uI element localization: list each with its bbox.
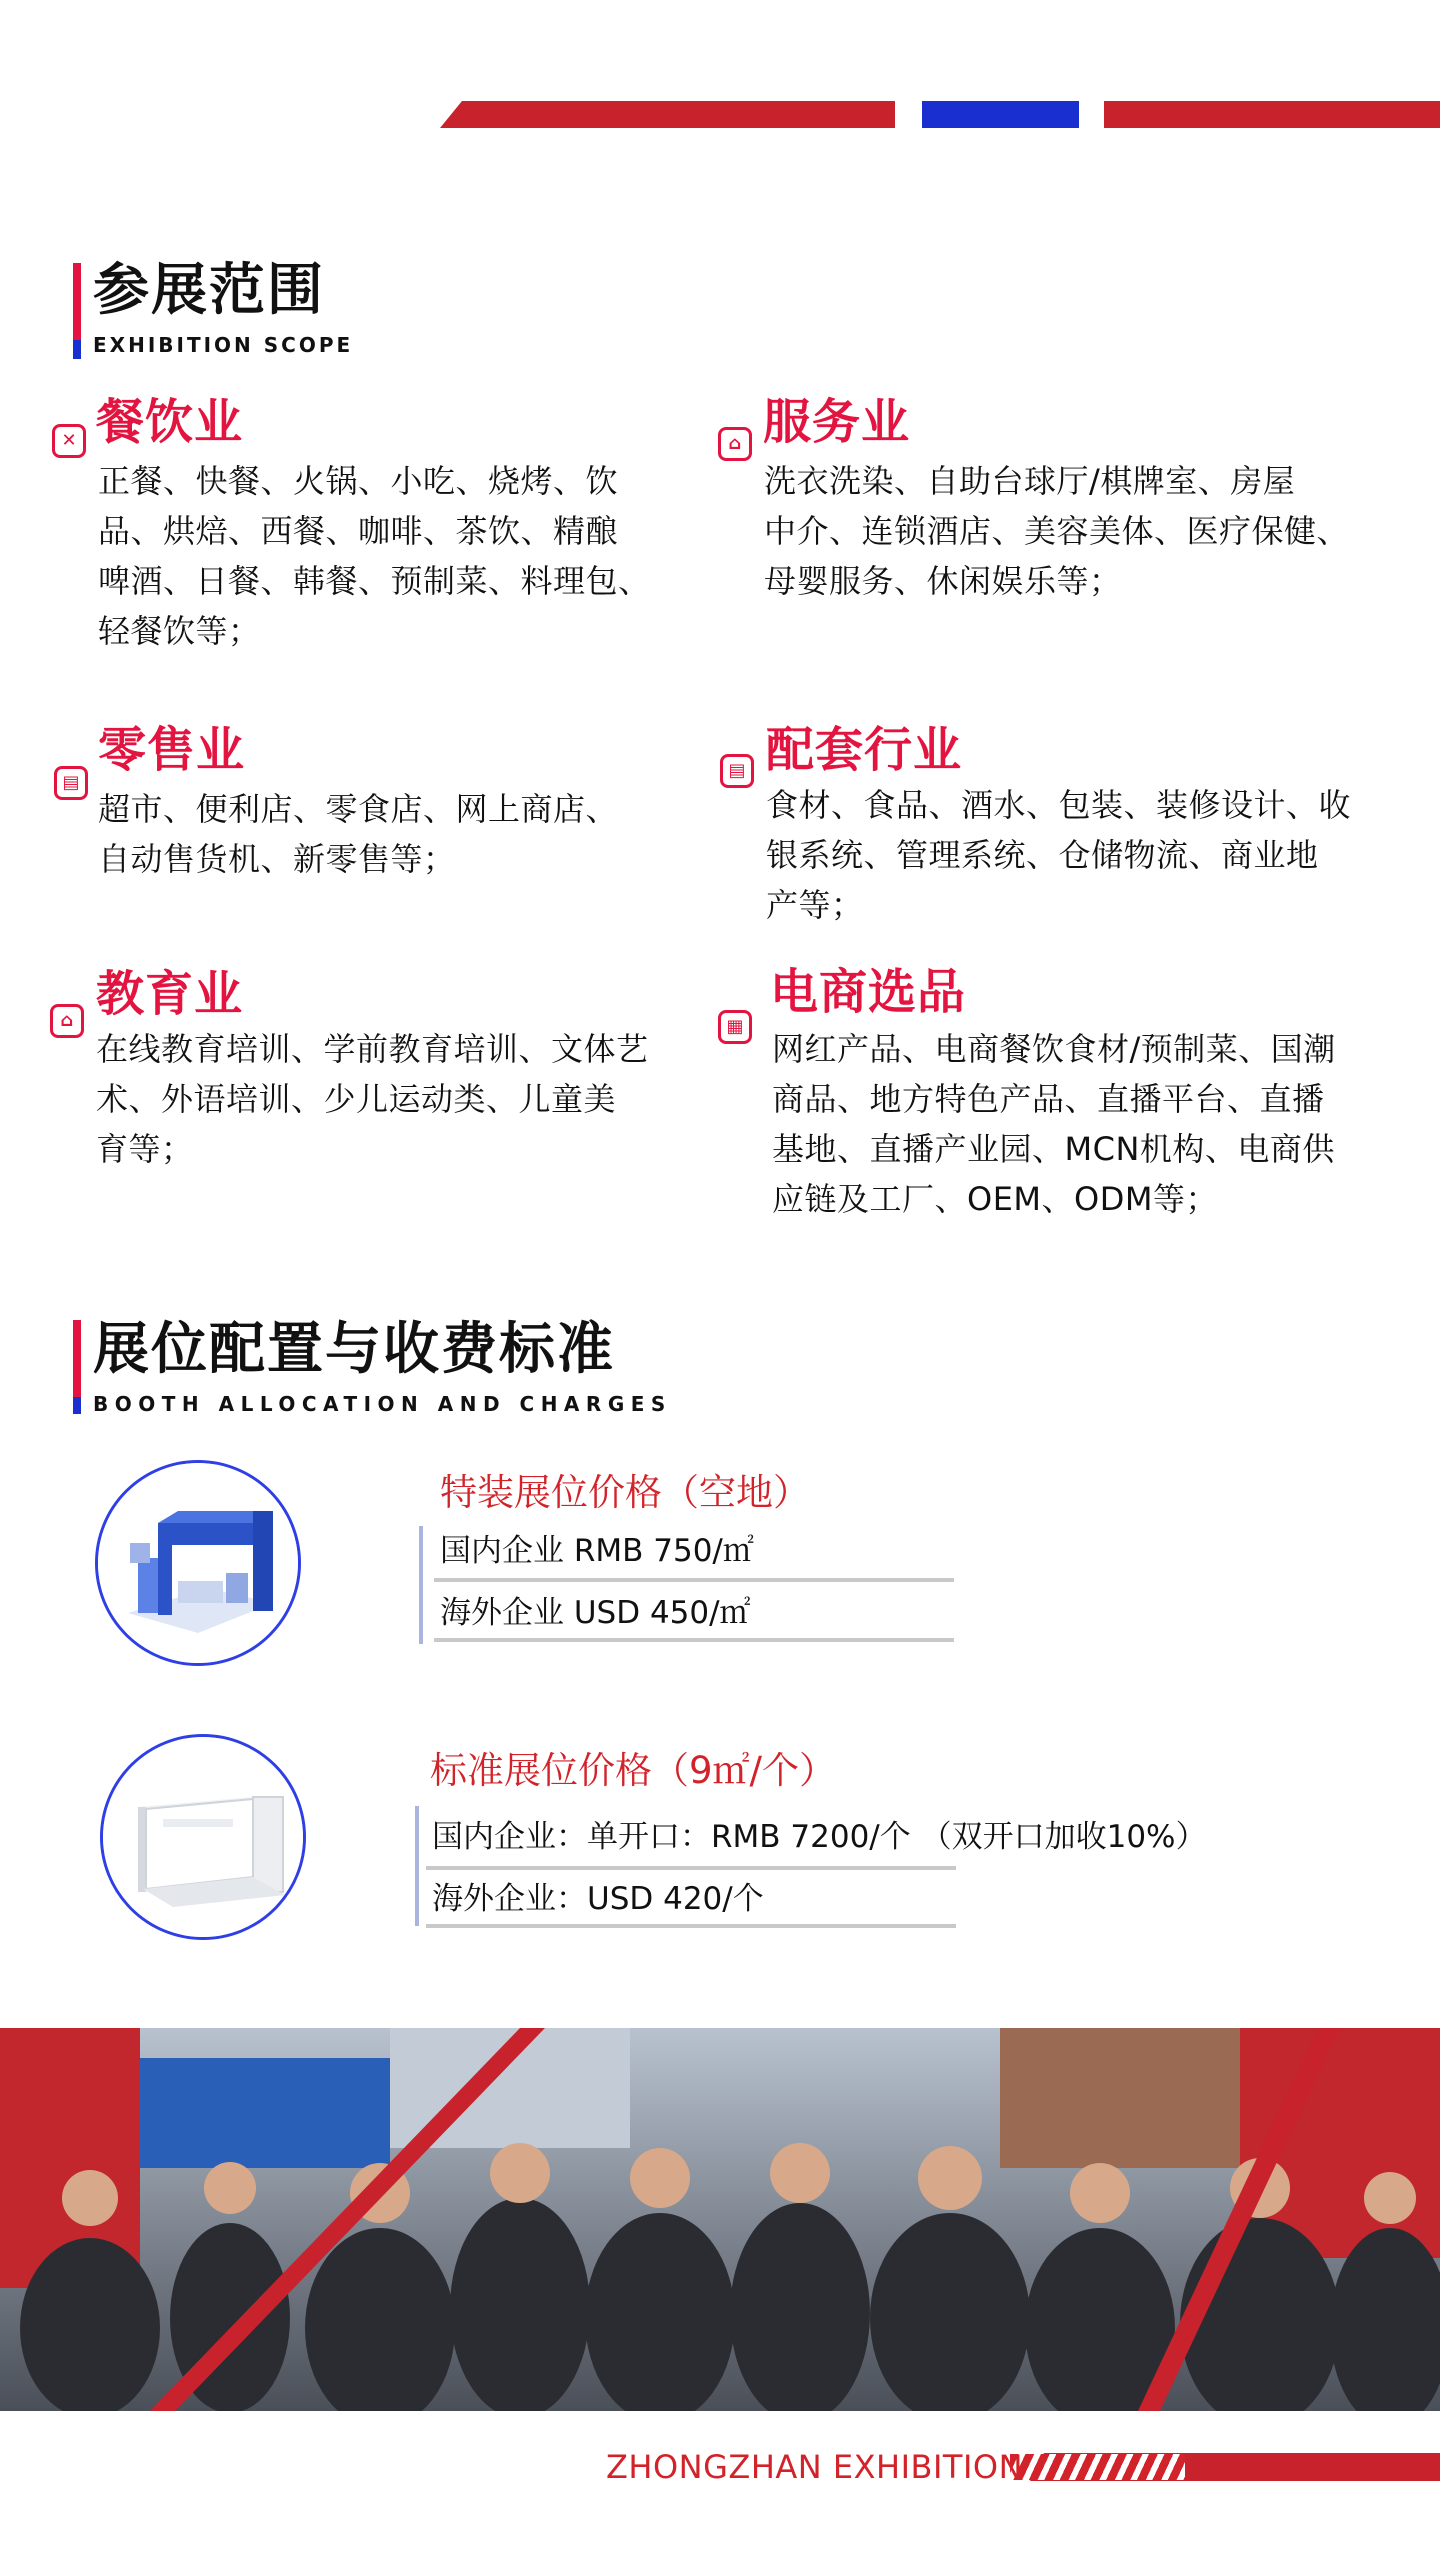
category-ecommerce	[718, 1010, 752, 1044]
scope-title: 参展范围	[93, 258, 325, 323]
category-title: 配套行业	[766, 722, 963, 778]
category-title: 教育业	[96, 966, 244, 1022]
category-desc	[772, 1024, 1336, 1224]
desc-line: 正餐、快餐、火锅、小吃、烧烤、饮	[98, 462, 619, 500]
desc-line: 在线教育培训、学前教育培训、文体艺	[96, 1030, 649, 1068]
category-desc	[98, 456, 651, 656]
category-service	[718, 427, 752, 461]
desc-line: 育等；	[96, 1130, 194, 1168]
category-title: 餐饮业	[96, 394, 244, 450]
screen-icon: ▦	[718, 1010, 752, 1044]
top-stripe-blue	[922, 101, 1079, 128]
price-underline	[426, 1866, 956, 1870]
house-icon: ⌂	[50, 1004, 84, 1038]
category-desc	[98, 784, 618, 884]
desc-line: 超市、便利店、零食店、网上商店、	[98, 790, 619, 828]
category-desc	[96, 1024, 649, 1174]
price-underline	[434, 1578, 954, 1582]
standard-booth-image	[100, 1734, 306, 1940]
desc-line: 产等；	[766, 886, 864, 924]
desc-line: 中介、连锁酒店、美容美体、医疗保健、	[764, 512, 1350, 550]
dining-icon: ✕	[52, 424, 86, 458]
special-price-domestic: 国内企业 RMB 750/㎡	[440, 1533, 754, 1569]
category-supporting	[720, 754, 754, 788]
exhibition-crowd-photo	[0, 2028, 1440, 2411]
booth-title: 展位配置与收费标准	[93, 1317, 615, 1382]
standard-price-overseas: 海外企业：USD 420/个	[432, 1881, 764, 1917]
top-stripe-red-left	[440, 101, 895, 128]
desc-line: 品、烘焙、西餐、咖啡、茶饮、精酿	[98, 512, 619, 550]
booth-subtitle: BOOTH ALLOCATION AND CHARGES	[93, 1392, 672, 1416]
top-stripe-red-right	[1104, 101, 1440, 128]
price-underline	[434, 1638, 954, 1642]
price-divider	[419, 1526, 423, 1644]
standard-price-title: 标准展位价格（9㎡/个）	[430, 1749, 837, 1792]
special-price-title: 特装展位价格（空地）	[440, 1471, 810, 1514]
special-price-overseas: 海外企业 USD 450/㎡	[440, 1595, 751, 1631]
house-icon: ⌂	[718, 427, 752, 461]
standard-price-domestic: 国内企业：单开口：RMB 7200/个 （双开口加收10%）	[432, 1819, 1207, 1855]
desc-line: 网红产品、电商餐饮食材/预制菜、国潮	[772, 1030, 1336, 1068]
special-booth-image	[95, 1460, 301, 1666]
category-title: 服务业	[763, 394, 911, 450]
desc-line: 自动售货机、新零售等；	[98, 840, 456, 878]
store-icon: ▤	[720, 754, 754, 788]
desc-line: 轻餐饮等；	[98, 612, 261, 650]
section-marker-blue	[73, 1397, 81, 1414]
desc-line: 术、外语培训、少儿运动类、儿童美	[96, 1080, 617, 1118]
price-divider	[415, 1806, 419, 1926]
desc-line: 洗衣洗染、自助台球厅/棋牌室、房屋	[764, 462, 1296, 500]
section-marker-red	[73, 263, 81, 340]
store-icon: ▤	[54, 766, 88, 800]
desc-line: 商品、地方特色产品、直播平台、直播	[772, 1080, 1325, 1118]
footer-hatch-pattern	[1010, 2454, 1185, 2480]
desc-line: 食材、食品、酒水、包装、装修设计、收	[766, 786, 1352, 824]
category-title: 零售业	[98, 722, 246, 778]
category-education	[50, 1004, 84, 1038]
category-desc	[764, 456, 1349, 606]
section-marker-red	[73, 1320, 81, 1397]
section-marker-blue	[73, 340, 81, 359]
desc-line: 基地、直播产业园、MCN机构、电商供	[772, 1130, 1335, 1168]
category-dining	[52, 424, 86, 458]
footer-brand: ZHONGZHAN EXHIBITION	[606, 2448, 1024, 2486]
desc-line: 啤酒、日餐、韩餐、预制菜、料理包、	[98, 562, 651, 600]
category-title: 电商选品	[770, 964, 967, 1020]
scope-subtitle: EXHIBITION SCOPE	[93, 333, 354, 357]
desc-line: 母婴服务、休闲娱乐等；	[764, 562, 1122, 600]
category-retail	[54, 766, 88, 800]
desc-line: 应链及工厂、OEM、ODM等；	[772, 1180, 1218, 1218]
price-underline	[426, 1924, 956, 1928]
desc-line: 银系统、管理系统、仓储物流、商业地	[766, 836, 1319, 874]
category-desc	[766, 780, 1351, 930]
